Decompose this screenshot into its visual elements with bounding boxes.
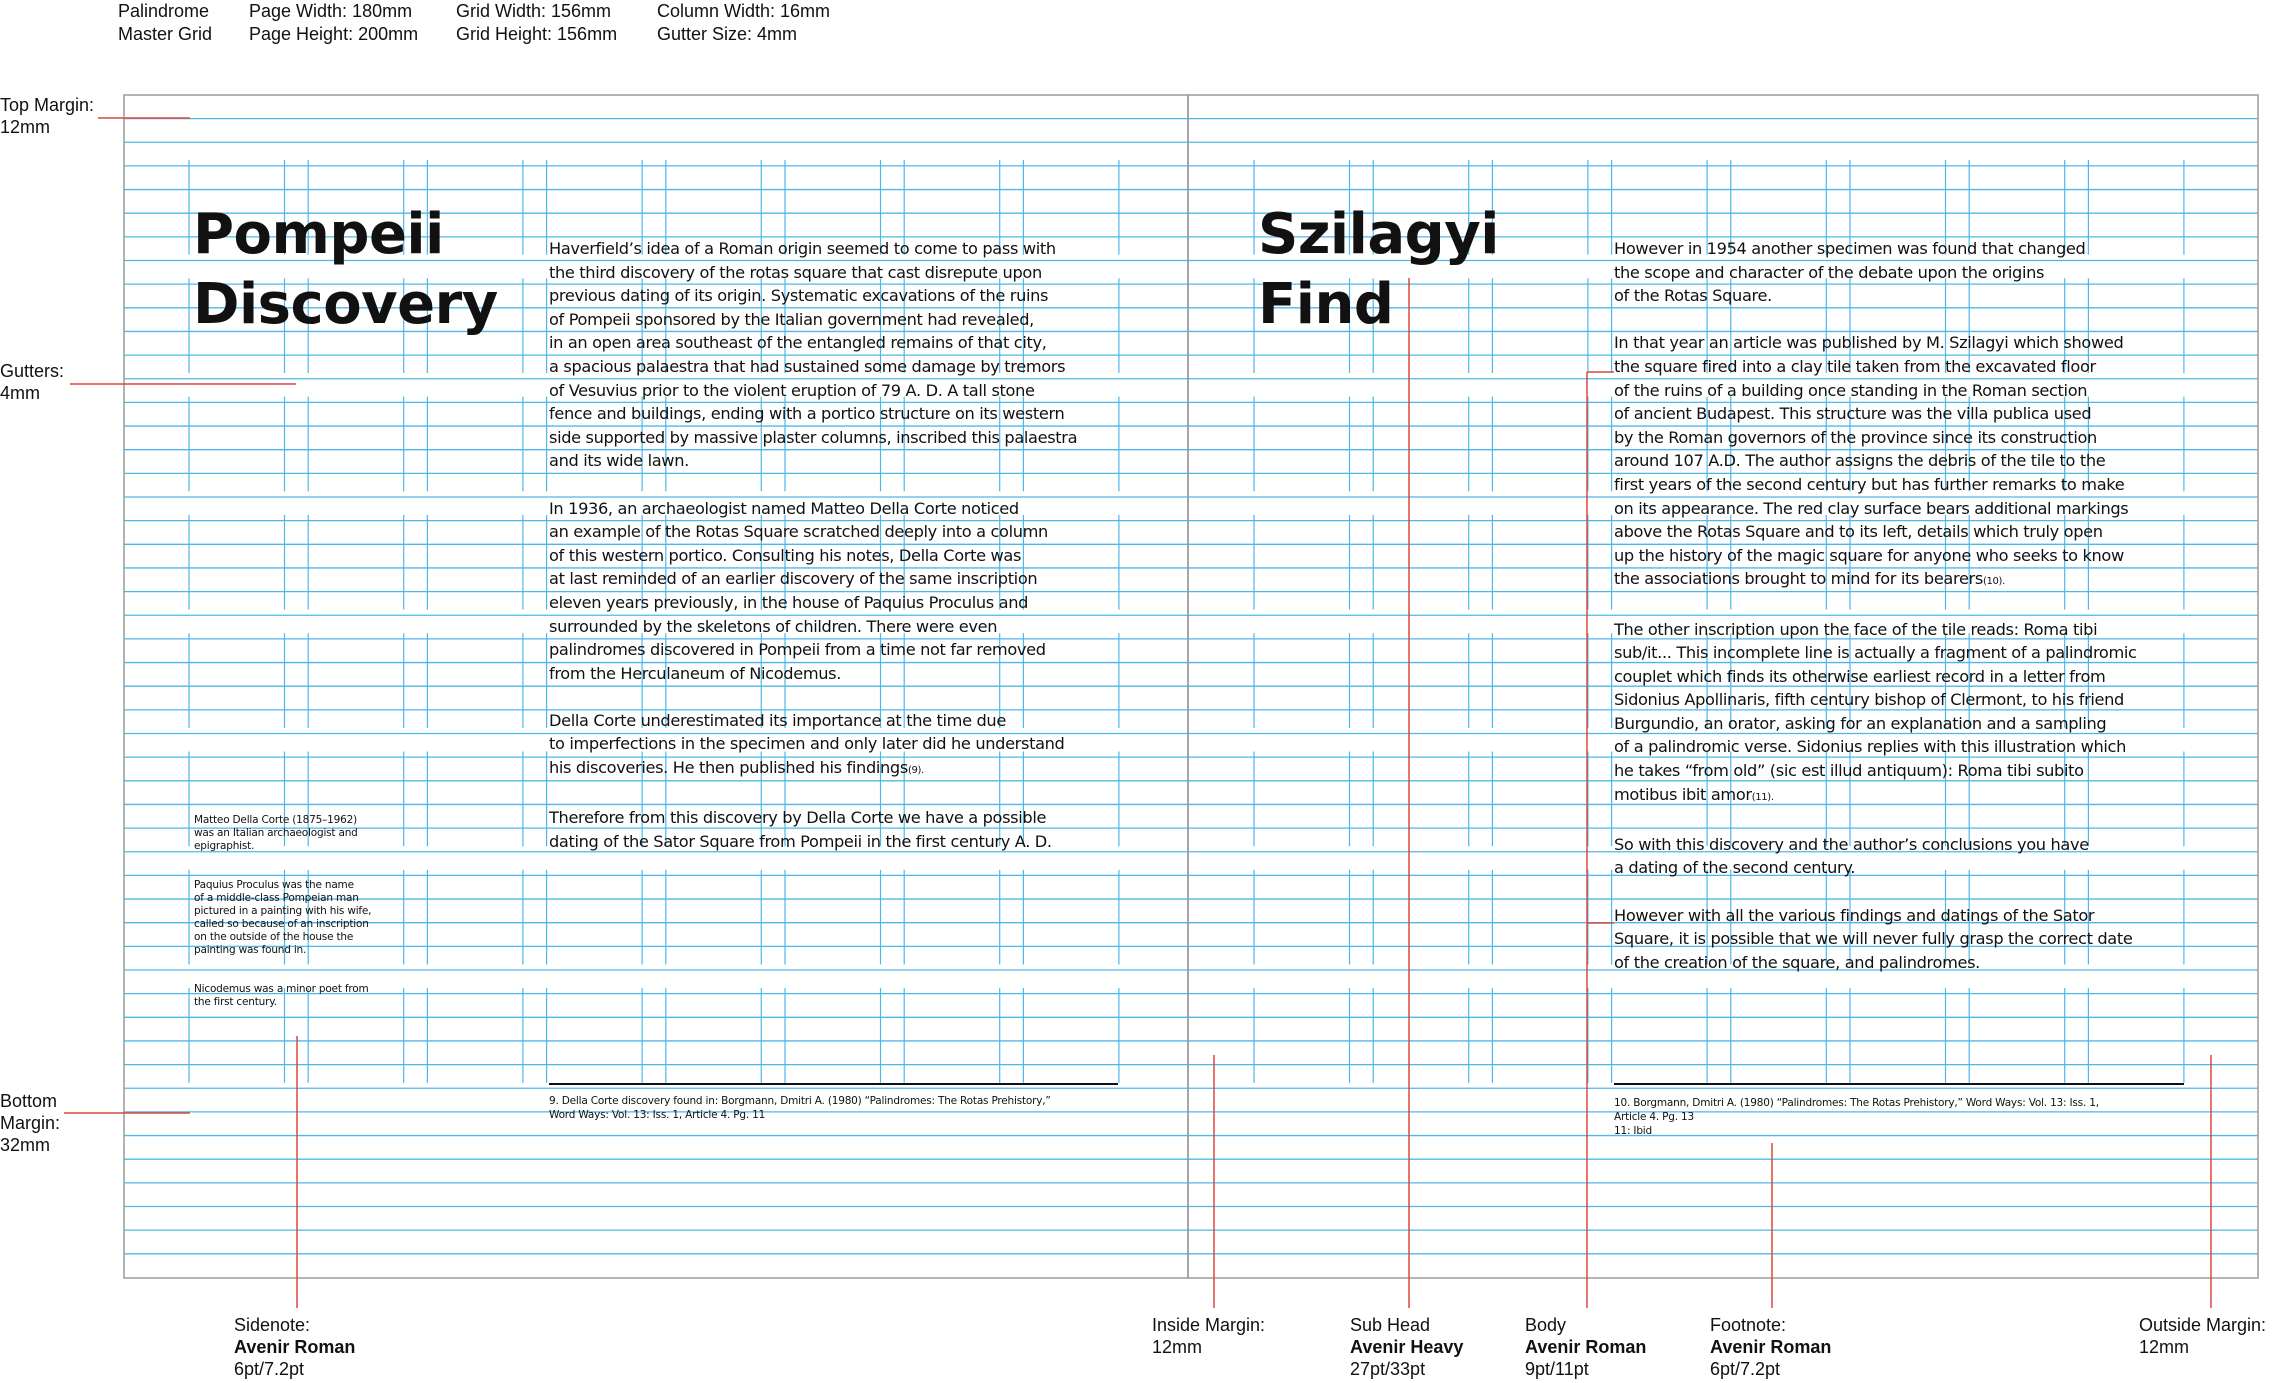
body-paragraph: In 1936, an archaeologist named Matteo Della Corte noticed an example of the Rotas Square scratched deeply into a column of this western portico. Consulting his notes, Della Corte was at last reminded of an earlier discovery of the same inscription eleven years previously, in the house of Paquius Proculus and surrounded by the skeletons of children. There were even palindromes discovered in Pompeii from a time not far removed from the Herculaneum of Nicodemus. (549, 498, 1048, 683)
sidenote: Nicodemus was a minor poet from the first century. (194, 983, 369, 1008)
bottom-margin-line2: Margin: (0, 1113, 61, 1133)
body-paragraph: So with this discovery and the author’s conclusions you have a dating of the second century. (1614, 834, 2089, 878)
spec-name: Outside Margin: (2139, 1315, 2267, 1335)
spec-name: Footnote: (1710, 1315, 1787, 1335)
spec-name: Inside Margin: (1152, 1315, 1266, 1335)
footnote-text: 9. Della Corte discovery found in: Borgmann, Dmitri A. (1980) “Palindromes: The Rotas Prehistory,” Word Ways: Vol. 13: Iss. 1, Article 4. Pg. 11 (549, 1095, 1051, 1121)
header-project-name: Palindrome (118, 1, 210, 21)
body-paragraph (1614, 331, 2194, 594)
spec-font: Avenir Heavy (1350, 1337, 1464, 1357)
page-width-spec: Page Width: 180mm (249, 1, 413, 21)
bottom-margin-label (0, 1090, 60, 1156)
body-paragraph (1614, 618, 2194, 810)
left-footnote-rule (549, 1083, 1118, 1085)
body-paragraph-text: The other inscription upon the face of the tile reads: Roma tibi sub/it... This incomplete line is actually a fragment of a palindromic couplet which finds its otherwise earliest record in a letter from Sidonius Apollinaris, fifth century bishop of Clermont, to his friend Burgundio, an orator, asking for an explanation and a sampling of a palindromic verse. Sidonius replies with this illustration which he takes “from old” (sic est illud antiquum): Roma tibi subito motibus ibit amor (1614, 619, 2137, 804)
spec-value: 12mm (1152, 1337, 1203, 1357)
subhead-line-1: Szilagyi (1258, 202, 1499, 267)
column-width-spec: Column Width: 16mm (657, 1, 831, 21)
spec-value: 12mm (2139, 1337, 2190, 1357)
header-project-type: Master Grid (118, 24, 213, 44)
left-page-footnote (549, 1094, 1149, 1122)
body-paragraph: However with all the various findings and datings of the Sator Square, it is possible that we will never fully grasp the correct date of the creation of the square, and palindromes. (1614, 905, 2133, 972)
bottom-margin-value: 32mm (0, 1135, 51, 1155)
reference-mark: (10). (1982, 576, 2005, 588)
footnote-text: 10. Borgmann, Dmitri A. (1980) “Palindromes: The Rotas Prehistory,” Word Ways: Vol. 13: Iss. 1, Article 4. Pg. 13 11: Ibid (1614, 1097, 2099, 1137)
right-page-subhead (1258, 200, 1499, 340)
left-page-subhead (193, 200, 498, 340)
top-margin-label (0, 94, 94, 138)
right-page-body (1614, 237, 2194, 998)
body-paragraph: Haverfield’s idea of a Roman origin seemed to come to pass with the third discovery of the rotas square that cast disrepute upon previous dating of its origin. Systematic excavations of the ruins of Pompeii sponsored by the Italian government had revealed, in an open area southeast of the entangled remains of that city, a spacious palaestra that had sustained some damage by tremors of Vesuvius prior to the violent eruption of 79 A. D. A tall stone fence and buildings, ending with a portico structure on its western side supported by massive plaster columns, inscribed this palaestra and its wide lawn. (549, 239, 1078, 471)
header-column-size (657, 0, 830, 46)
body-paragraph (549, 709, 1129, 783)
gutters-name: Gutters: (0, 361, 65, 381)
subhead-line-1: Pompeii (193, 202, 444, 267)
grid-height-spec: Grid Height: 156mm (456, 24, 618, 44)
header-page-size (249, 0, 418, 46)
spec-size: 6pt/7.2pt (234, 1359, 305, 1379)
left-page-body (549, 237, 1129, 877)
sidenote-spec-label (234, 1314, 355, 1380)
spec-size: 9pt/11pt (1525, 1359, 1589, 1379)
spec-font: Avenir Roman (1710, 1337, 1832, 1357)
page-height-spec: Page Height: 200mm (249, 24, 419, 44)
right-footnote-rule (1614, 1083, 2184, 1085)
left-page-sidenotes (194, 814, 394, 1035)
body-paragraph: Therefore from this discovery by Della Corte we have a possible dating of the Sator Square from Pompeii in the first century A. D. (549, 808, 1052, 851)
spec-font: Avenir Roman (1525, 1337, 1647, 1357)
subhead-spec-label (1350, 1314, 1463, 1380)
body-spec-label (1525, 1314, 1646, 1380)
gutters-value: 4mm (0, 383, 40, 403)
reference-mark: (11). (1751, 791, 1774, 803)
top-margin-value: 12mm (0, 117, 51, 137)
body-paragraph-text: Della Corte underestimated its importance at the time due to imperfections in the specimen and only later did he understand his discoveries. He then published his findings (549, 710, 1065, 778)
sidenote: Paquius Proculus was the name of a middle-class Pompeian man pictured in a painting with his wife, called so because of an inscription on the outside of the house the painting was found in. (194, 879, 372, 956)
spec-size: 27pt/33pt (1350, 1359, 1426, 1379)
reference-mark: (9). (907, 765, 924, 777)
gutter-size-spec: Gutter Size: 4mm (657, 24, 798, 44)
gutters-label (0, 360, 64, 404)
spec-name: Sidenote: (234, 1315, 311, 1335)
subhead-line-2: Find (1258, 272, 1394, 337)
right-page-footnote (1614, 1096, 2234, 1138)
grid-width-spec: Grid Width: 156mm (456, 1, 612, 21)
body-paragraph-text: In that year an article was published by M. Szilagyi which showed the square fired into a clay tile taken from the excavated floor of the ruins of a building once standing in the Roman section of ancient Budapest. This structure was the villa publica used by the Roman governors of the province since its construction around 107 A.D. The author assigns the debris of the tile to the first years of the second century but has further remarks to make on its appearance. The red clay surface bears additional markings above the Rotas Square and to its left, details which truly open up the history of the magic square for anyone who seeks to know the associations brought to mind for its bearers (1614, 333, 2129, 589)
header-project (118, 0, 212, 46)
outside-margin-label (2139, 1314, 2266, 1358)
spec-name: Body (1525, 1315, 1567, 1335)
top-margin-name: Top Margin: (0, 95, 95, 115)
body-paragraph: However in 1954 another specimen was found that changed the scope and character of the debate upon the origins of the Rotas Square. (1614, 239, 2086, 306)
bottom-margin-line1: Bottom (0, 1091, 58, 1111)
footnote-spec-label (1710, 1314, 1831, 1380)
inside-margin-label (1152, 1314, 1265, 1358)
header-grid-size (456, 0, 617, 46)
spec-name: Sub Head (1350, 1315, 1431, 1335)
spec-font: Avenir Roman (234, 1337, 356, 1357)
spec-size: 6pt/7.2pt (1710, 1359, 1781, 1379)
subhead-line-2: Discovery (193, 272, 498, 337)
sidenote: Matteo Della Corte (1875–1962) was an Italian archaeologist and epigraphist. (194, 814, 358, 852)
